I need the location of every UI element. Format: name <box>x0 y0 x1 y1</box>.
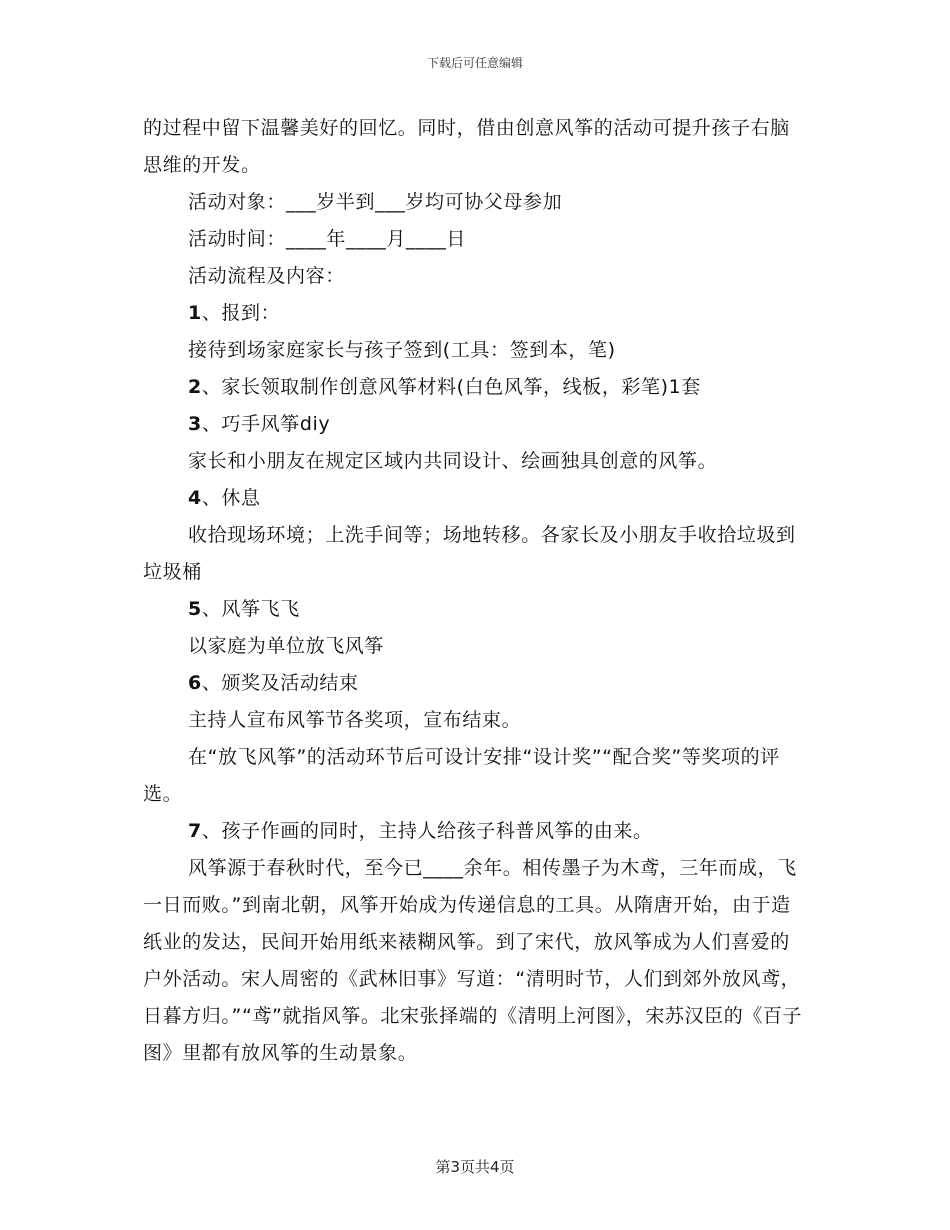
item-number: 5 <box>188 598 202 620</box>
item-number: 6 <box>188 672 202 694</box>
page-footer: 第3页共4页 <box>435 1158 515 1176</box>
paragraph <box>143 332 803 369</box>
paragraph-text: 风筝源于春秋时代，至今已____余年。相传墨子为木鸢，三年而成，飞一日而败。”到南北朝，风筝开始成为传递信息的工具。从隋唐开始，由于造纸业的发达，民间开始用纸来裱糊风筝。到了宋代，放风筝成为人们喜爱的户外活动。宋人周密的《武林旧事》写道：“清明时节，人们到郊外放风鸢，日暮方归。”“鸢”就指风筝。北宋张择端的《清明上河图》，宋苏汉臣的《百子图》里都有放风筝的生动景象。 <box>143 857 803 1064</box>
item-number: 2 <box>188 376 202 398</box>
paragraph-text: 、风筝飞飞 <box>201 598 300 620</box>
paragraph <box>143 739 803 813</box>
paragraph <box>143 628 803 665</box>
paragraph-text: 、巧手风筝diy <box>201 413 331 435</box>
paragraph-text: 家长和小朋友在规定区域内共同设计、绘画独具创意的风筝。 <box>188 450 718 472</box>
paragraph-text: 活动时间：____年____月____日 <box>188 228 467 250</box>
paragraph <box>143 850 803 1072</box>
paragraph <box>143 517 803 591</box>
item-number: 4 <box>188 487 202 509</box>
item-number: 7 <box>188 820 202 842</box>
paragraph-text: 、家长领取制作创意风筝材料(白色风筝，线板，彩笔)1套 <box>201 376 701 398</box>
paragraph-text: 收拾现场环境；上洗手间等；场地转移。各家长及小朋友手收拾垃圾到垃圾桶 <box>143 524 796 583</box>
paragraph <box>143 221 803 258</box>
item-number: 3 <box>188 413 202 435</box>
paragraph <box>143 406 803 443</box>
paragraph-text: 、休息 <box>201 487 261 509</box>
paragraph-text: 接待到场家庭家长与孩子签到(工具：签到本，笔) <box>188 339 616 361</box>
paragraph <box>143 702 803 739</box>
paragraph <box>143 369 803 406</box>
paragraph <box>143 443 803 480</box>
paragraph-text: 活动流程及内容： <box>188 265 345 287</box>
paragraph-text: 、颁奖及活动结束 <box>201 672 359 694</box>
paragraph <box>143 480 803 517</box>
item-number: 1 <box>188 302 202 324</box>
paragraph-text: 以家庭为单位放飞风筝 <box>188 635 385 657</box>
paragraph <box>143 258 803 295</box>
paragraph <box>143 665 803 702</box>
paragraph-text: 、报到： <box>201 302 281 324</box>
paragraph <box>143 295 803 332</box>
paragraph <box>143 813 803 850</box>
paragraph-text: 、孩子作画的同时，主持人给孩子科普风筝的由来。 <box>201 820 653 842</box>
paragraph-text: 的过程中留下温馨美好的回忆。同时，借由创意风筝的活动可提升孩子右脑思维的开发。 <box>143 117 790 176</box>
paragraph <box>143 591 803 628</box>
paragraph-text: 在“放飞风筝”的活动环节后可设计安排“设计奖”“配合奖”等奖项的评选。 <box>143 746 780 805</box>
document-body <box>143 110 803 1072</box>
paragraph <box>143 184 803 221</box>
paragraph-text: 主持人宣布风筝节各奖项，宣布结束。 <box>188 709 522 731</box>
paragraph-text: 活动对象：___岁半到___岁均可协父母参加 <box>188 191 563 213</box>
page-header: 下载后可任意编辑 <box>426 56 523 70</box>
paragraph <box>143 110 803 184</box>
